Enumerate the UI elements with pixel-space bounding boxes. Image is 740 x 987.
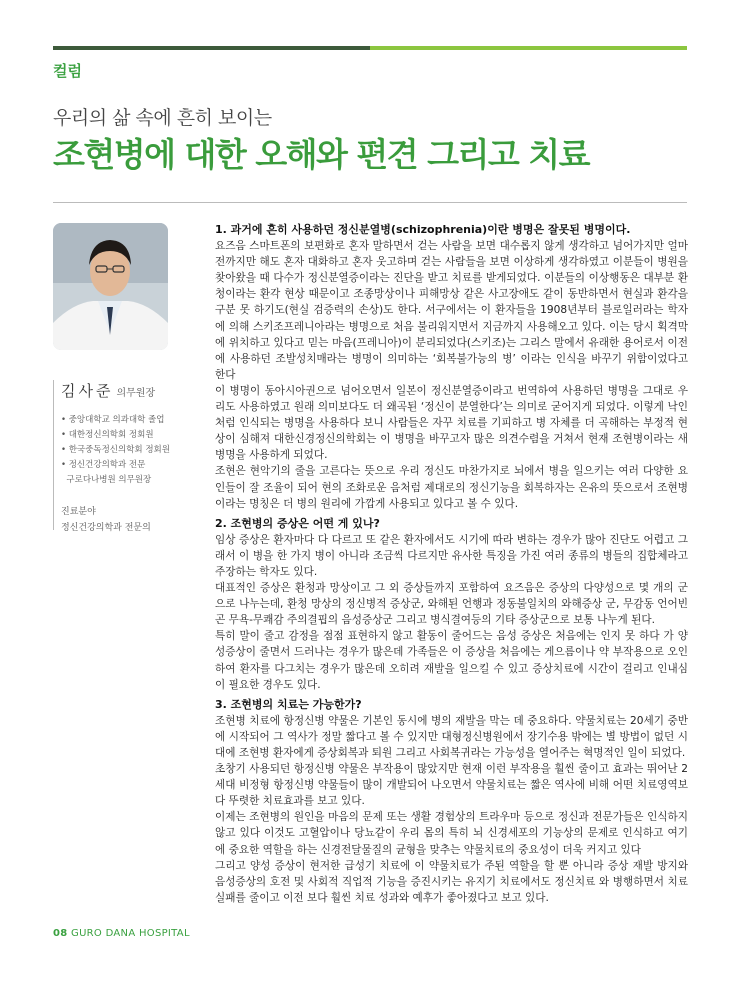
section-heading-2: 2. 조현병의 증상은 어떤 게 있나? xyxy=(215,516,380,530)
paragraph: 임상 증상은 환자마다 다 다르고 또 같은 환자에서도 시기에 따라 변하는 경우가 많아 진단도 어렵고 그래서 이 병을 한 가지 병이 아니라 조금씩 다르지만 유사한 특징을 가진 여러 종류의 병들의 집합체라고 주장하는 학자도 있다. xyxy=(215,533,688,578)
author-role: 의무원장 xyxy=(116,388,156,399)
section-heading-3: 3. 조현병의 치료는 가능한가? xyxy=(215,697,362,711)
author-name xyxy=(61,380,170,401)
paragraph: 조현병 치료에 항정신병 약물은 기본인 동시에 병의 재발을 막는 데 중요하다. 약물치료는 20세기 중반에 시작되어 그 역사가 정말 짧다고 볼 수 있지만 대형정신병원에서 장기수용 밖에는 별 방법이 없던 시대에 조현병 환자에게 증상회복과 퇴원 그리고 사회복귀라는 가능성을 열어주는 혁명적인 일이 되었다. xyxy=(215,714,688,759)
paragraph: 특히 말이 줄고 감정을 점점 표현하지 않고 활동이 줄어드는 음성 증상은 처음에는 인지 못 하다 가 양성증상이 줄면서 드러나는 경우가 많은데 가족들은 이 증상을 처음에는 게으름이나 약 부작용으로 오인하여 환자를 다그치는 경우가 많은데 오히려 재발을 일으킬 수 있고 증상치료에 시간이 걸리고 인내심이 필요한 경우도 있다. xyxy=(215,630,688,691)
author-credentials xyxy=(61,413,170,488)
specialty-label: 진료분야 xyxy=(61,507,96,517)
author-info xyxy=(61,380,170,533)
paragraph: 요즈음 스마트폰의 보편화로 혼자 말하면서 걷는 사람을 보면 대수롭지 않게 생각하고 넘어가지만 얼마 전까지만 해도 혼자 대화하고 혼자 웃고하며 걷는 사람들을 보면 이상하게 생각하였고 이분들이 병원을 찾아왔을 때 다수가 정신분열증이라는 진단을 받고 치료를 받게되었다. 이분들의 이상행동은 대부분 환청이라는 환각 현상 때문이고 조종망상이나 피해망상 같은 사고장애도 같이 동반하면서 현실과 환각을 구분 못 하기도(현실 검증력의 손상)도 한다. 서구에서는 이 환자들을 1908년부터 블로일러라는 학자에 의해 스키조프레니아라는 병명으로 처음 불리워지면서 지금까지 사용해오고 있다. 이는 당시 획격막에 위치하고 있다고 믿는 마음(프레니아)이 분리되었다(스키조)는 그리스 말에서 유래한 용어로서 이전에 사용하던 조발성치매라는 병명이 의미하는 ‘회복불가능의 병’ 이라는 인식을 바꾸기 위함이었다고 한다 xyxy=(215,240,688,381)
credential-item: • 대한정신의학회 정회원 xyxy=(61,428,170,443)
paragraph: 이제는 조현병의 원인을 마음의 문제 또는 생활 경험상의 트라우마 등으로 정신과 전문가들은 인식하지 않고 있다 이것도 고혈압이나 당뇨같이 우리 몸의 특히 뇌 신경세포의 기능상의 문제로 인식하고 여기에 중요한 역할을 하는 신경전달물질의 균형을 맞추는 약물치료의 중요성이 더욱 커지고 있다 xyxy=(215,811,688,856)
credential-item: • 한국중독정신의학회 정회원 xyxy=(61,443,170,458)
paragraph: 그리고 양성 증상이 현저한 급성기 치료에 이 약물치료가 주된 역할을 할 뿐 아니라 증상 재발 방지와 음성증상의 호전 및 사회적 직업적 기능을 증진시키는 유지기 치료에서도 정신치료 와 병행하면서 치료 실패를 줄이고 이전 보다 훨씬 치료 성과와 예후가 좋아졌다고 보고 있다. xyxy=(215,859,688,904)
specialty-value: 정신건강의학과 전문의 xyxy=(61,523,151,533)
article-body xyxy=(215,222,688,906)
credential-item: • 중앙대학교 의과대학 졸업 xyxy=(61,413,170,428)
paragraph: 대표적인 증상은 환청과 망상이고 그 외 증상들까지 포함하여 요즈음은 증상의 다양성으로 몇 개의 군으로 나누는데, 환청 망상의 정신병적 증상군, 와해된 언행과 정동불일치의 와해증상 군, 무감동 언어빈곤 무욕-무쾌감 주의결핍의 음성증상군 그리고 병식결여등의 기타 증상군으로 보통 나누게 된다. xyxy=(215,582,688,627)
paragraph: 초창기 사용되던 항정신병 약물은 부작용이 많았지만 현재 이런 부작용을 훨씬 줄이고 효과는 뛰어난 2세대 비정형 항정신병 약물들이 많이 개발되어 나오면서 약물치료는 짧은 역사에 비해 어떤 치료영역보다 뚜렷한 치료효과를 보고 있다. xyxy=(215,763,688,808)
title-divider xyxy=(53,202,687,203)
page-subtitle: 우리의 삶 속에 흔히 보이는 xyxy=(53,107,272,129)
page-title: 조현병에 대한 오해와 편견 그리고 치료 xyxy=(53,135,589,174)
author-name-text: 김사준 xyxy=(61,382,114,400)
section-heading-1: 1. 과거에 흔히 사용하던 정신분열병(schizophrenia)이란 병명은 잘못된 병명이다. xyxy=(215,223,631,236)
header-accent-bar xyxy=(53,46,687,50)
page-footer xyxy=(53,928,190,939)
section-label: 컬럼 xyxy=(53,62,82,80)
credential-item-continued: 구로다나병원 의무원장 xyxy=(66,475,152,485)
credential-item: • 정신건강의학과 전문 xyxy=(61,458,170,473)
footer-hospital-name: GURO DANA HOSPITAL xyxy=(71,928,190,939)
author-divider xyxy=(53,380,54,530)
page-number: 08 xyxy=(53,928,68,939)
paragraph: 이 병명이 동아시아권으로 넘어오면서 일본이 정신분열증이라고 번역하여 사용하던 병명을 그대로 우리도 사용하였고 원래 의미보다도 더 왜곡된 ‘정신이 분열한다’는 의미로 굳어지게 되었다. 이렇게 낙인처럼 인식되는 병명을 사용하다 보니 사람들은 자꾸 치료를 기피하고 병 자체를 더 곡해하는 부정적 현상이 심해져 대한신경정신의학회는 이 병명을 바꾸고자 많은 의견수렴을 거쳐서 현재 조현병이라는 새 병명을 사용하게 되었다. xyxy=(215,384,688,462)
author-photo xyxy=(53,223,168,350)
paragraph: 조현은 현악기의 줄을 고른다는 뜻으로 우리 정신도 마찬가지로 뇌에서 병을 일으키는 여러 다양한 요인들이 잘 조율이 되어 현의 조화로운 음처럼 제대로의 정신기능을 회복하자는 은유의 뜻으로서 조현병이라는 명칭은 더 병의 원리에 가깝게 사용되고 있다고 볼 수 있다. xyxy=(215,465,688,510)
